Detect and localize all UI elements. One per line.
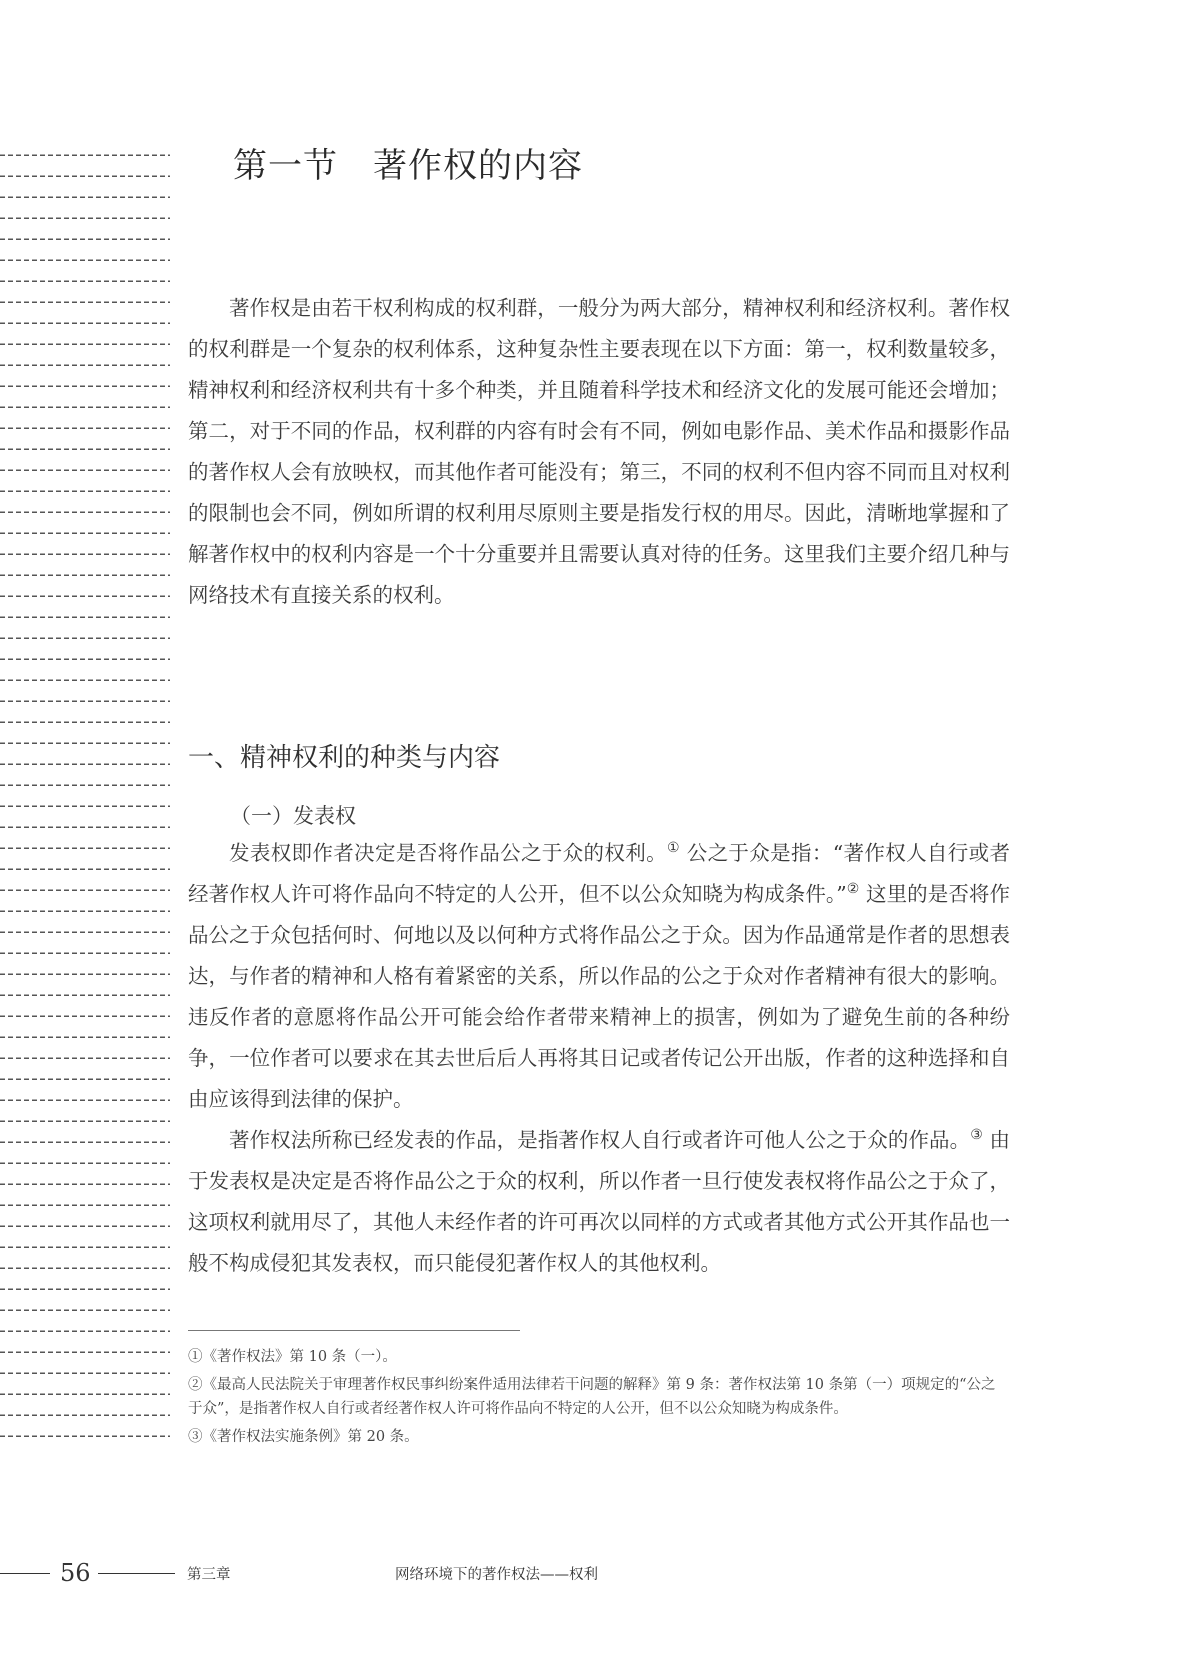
heading-moral-rights: 一、精神权利的种类与内容: [188, 743, 501, 773]
margin-note-lines: [0, 135, 170, 1445]
para2-text-1: 著作权法所称已经发表的作品，是指著作权人自行或者许可他人公之于众的作品。: [229, 1128, 971, 1152]
footnote-ref-2[interactable]: ②: [846, 881, 860, 898]
footnote-ref-3[interactable]: ③: [970, 1127, 983, 1144]
paragraph-published-works: [188, 1120, 1010, 1284]
section-title: 第一节 著作权的内容: [233, 146, 583, 186]
paragraph-publication-right: [188, 833, 1010, 1120]
footer-chapter: 第三章: [187, 1567, 231, 1583]
para1-text-2: 公之于众是指：“著作权人自行或者经著作权人许可将作品向不特定的人公开，但不以公众知晓为构成条件。”: [188, 841, 1010, 906]
publication-right-section: [188, 833, 1010, 1284]
footer-rule-left: [0, 1573, 50, 1574]
page-footer: [0, 1555, 1203, 1595]
footnotes: [188, 1345, 1010, 1453]
footnote-ref-1[interactable]: ①: [666, 840, 680, 857]
footnote-1: ①《著作权法》第 10 条（一）。: [188, 1349, 397, 1365]
subheading-publication-right: （一）发表权: [230, 804, 356, 828]
page-number: 56: [60, 1559, 91, 1587]
footnote-divider: [188, 1330, 520, 1331]
footnote-2: ②《最高人民法院关于审理著作权民事纠纷案件适用法律若干问题的解释》第 9 条：著作权法第 10 条第（一）项规定的“公之于众”，是指著作权人自行或者经著作权人许可将作品向不特定的人公开，但不以公众知晓为构成条件。: [188, 1377, 996, 1417]
para1-text-3: 这里的是否将作品公之于众包括何时、何地以及以何种方式将作品公之于众。因为作品通常是作者的思想表达，与作者的精神和人格有着紧密的关系，所以作品的公之于众对作者精神有很大的影响。违反作者的意愿将作品公开可能会给作者带来精神上的损害，例如为了避免生前的各种纷争，一位作者可以要求在其去世后后人再将其日记或者传记公开出版，作者的这种选择和自由应该得到法律的保护。: [188, 882, 1010, 1111]
para2-text-2: 由于发表权是决定是否将作品公之于众的权利，所以作者一旦行使发表权将作品公之于众了，这项权利就用尽了，其他人未经作者的许可再次以同样的方式或者其他方式公开其作品也一般不构成侵犯其发表权，而只能侵犯著作权人的其他权利。: [188, 1128, 1010, 1275]
intro-paragraph: 著作权是由若干权利构成的权利群，一般分为两大部分，精神权利和经济权利。著作权的权利群是一个复杂的权利体系，这种复杂性主要表现在以下方面：第一，权利数量较多，精神权利和经济权利共有十多个种类，并且随着科学技术和经济文化的发展可能还会增加；第二，对于不同的作品，权利群的内容有时会有不同，例如电影作品、美术作品和摄影作品的著作权人会有放映权，而其他作者可能没有；第三，不同的权利不但内容不同而且对权利的限制也会不同，例如所谓的权利用尽原则主要是指发行权的用尽。因此，清晰地掌握和了解著作权中的权利内容是一个十分重要并且需要认真对待的任务。这里我们主要介绍几种与网络技术有直接关系的权利。: [188, 296, 1010, 607]
para1-text-1: 发表权即作者决定是否将作品公之于众的权利。: [229, 841, 667, 865]
footnote-3: ③《著作权法实施条例》第 20 条。: [188, 1429, 419, 1445]
footer-book-title: 网络环境下的著作权法——权利: [395, 1567, 598, 1583]
footer-rule-middle: [98, 1573, 175, 1574]
intro-section: [188, 288, 1010, 616]
